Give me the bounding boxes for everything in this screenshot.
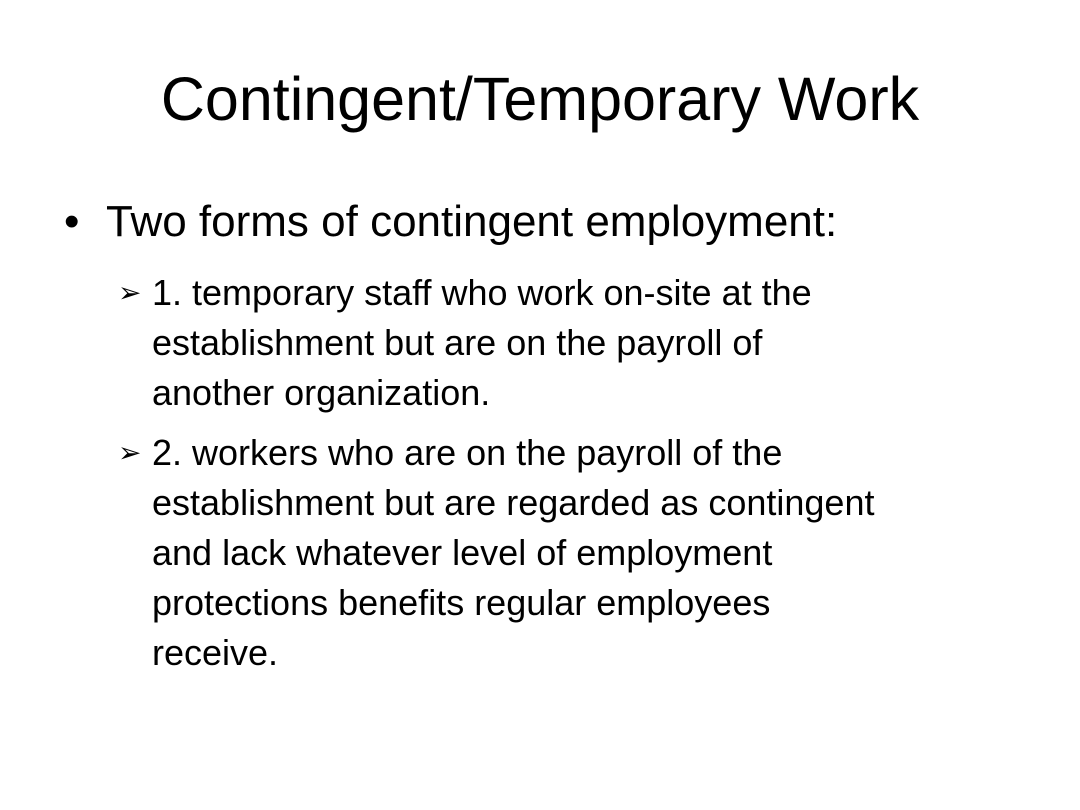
- sub-bullet-line: 1. temporary staff who work on-site at the: [152, 272, 812, 313]
- sub-bullet-line: and lack whatever level of employment: [152, 532, 773, 573]
- slide-title: Contingent/Temporary Work: [160, 65, 920, 133]
- sub-bullet-line: receive.: [152, 632, 279, 673]
- sub-bullet-line: 2. workers who are on the payroll of the: [152, 432, 783, 473]
- sub-bullet-list: [118, 268, 1018, 688]
- sub-bullet-item-1: [118, 268, 1018, 418]
- sub-bullet-item-2: [118, 428, 1018, 678]
- sub-bullet-line: establishment but are on the payroll of: [152, 322, 763, 363]
- sub-bullet-line: another organization.: [152, 372, 491, 413]
- sub-bullet-line: protections benefits regular employees: [152, 582, 771, 623]
- arrow-bullet-icon: ➢: [118, 436, 142, 469]
- bullet-dot-icon: •: [64, 197, 80, 246]
- arrow-bullet-icon: ➢: [118, 276, 142, 309]
- sub-bullet-line: establishment but are regarded as contingent: [152, 482, 875, 523]
- bullet-text: Two forms of contingent employment:: [106, 197, 838, 246]
